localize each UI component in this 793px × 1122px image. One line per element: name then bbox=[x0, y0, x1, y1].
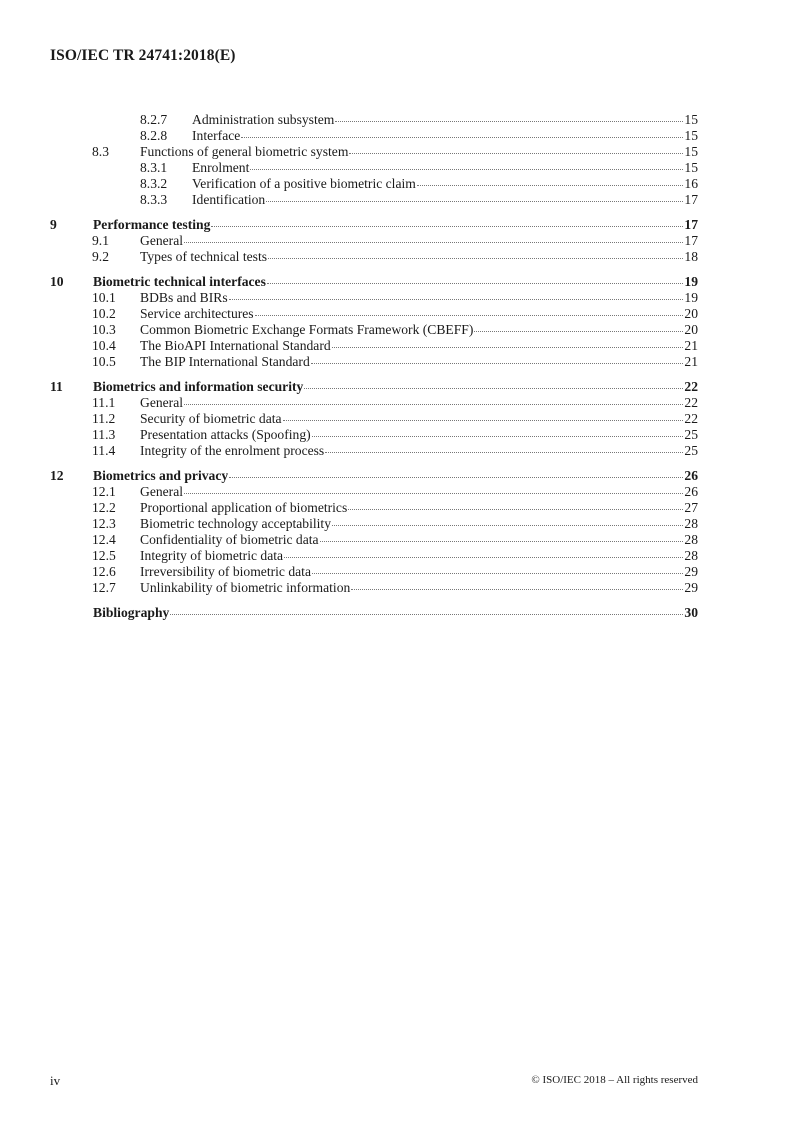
toc-entry-page: 19 bbox=[684, 274, 698, 289]
toc-entry-number: 12.2 bbox=[92, 500, 116, 515]
dot-leader bbox=[241, 137, 683, 138]
toc-entry-number: 8.3.2 bbox=[140, 176, 168, 191]
toc-entry-title: Types of technical tests bbox=[140, 249, 268, 264]
toc-entry-title: Bibliography bbox=[93, 605, 170, 620]
toc-entry[interactable] bbox=[50, 580, 698, 596]
toc-entry-page: 16 bbox=[684, 176, 698, 191]
toc-entry-title: Biometrics and privacy bbox=[93, 468, 229, 483]
toc-entry-title: Functions of general biometric system bbox=[140, 144, 349, 159]
dot-leader bbox=[170, 614, 683, 615]
toc-entry[interactable] bbox=[50, 160, 698, 176]
toc-entry-number: 8.3.1 bbox=[140, 160, 168, 175]
toc-entry-page: 19 bbox=[684, 290, 698, 305]
toc-entry-title: Biometric technology acceptability bbox=[140, 516, 332, 531]
toc-entry-title: General bbox=[140, 395, 184, 410]
toc-entry[interactable] bbox=[50, 411, 698, 427]
toc-entry-page: 26 bbox=[684, 468, 698, 483]
toc-entry-number: 9.1 bbox=[92, 233, 109, 248]
toc-entry-title: General bbox=[140, 484, 184, 499]
document-id-header: ISO/IEC TR 24741:2018(E) bbox=[50, 47, 236, 64]
toc-entry-number: 9.2 bbox=[92, 249, 109, 264]
toc-entry-page: 20 bbox=[684, 306, 698, 321]
toc-entry[interactable] bbox=[50, 338, 698, 354]
dot-leader bbox=[229, 477, 683, 478]
toc-entry-page: 29 bbox=[684, 580, 698, 595]
toc-entry[interactable] bbox=[50, 564, 698, 580]
dot-leader bbox=[229, 299, 684, 300]
toc-entry-number: 11.1 bbox=[92, 395, 116, 410]
dot-leader bbox=[250, 169, 683, 170]
toc-entry[interactable] bbox=[50, 290, 698, 306]
toc-entry-number: 11 bbox=[50, 379, 63, 394]
toc-entry[interactable] bbox=[50, 249, 698, 265]
toc-entry-title: Integrity of the enrolment process bbox=[140, 443, 325, 458]
dot-leader bbox=[474, 331, 683, 332]
toc-entry-page: 17 bbox=[684, 192, 698, 207]
toc-entry[interactable] bbox=[50, 532, 698, 548]
dot-leader bbox=[211, 226, 683, 227]
toc-entry-title: BDBs and BIRs bbox=[140, 290, 228, 305]
toc-entry-title: Confidentiality of biometric data bbox=[140, 532, 319, 547]
dot-leader bbox=[325, 452, 683, 453]
toc-entry-page: 30 bbox=[684, 605, 698, 620]
dot-leader bbox=[332, 525, 683, 526]
toc-entry-number: 12.1 bbox=[92, 484, 116, 499]
toc-entry-page: 25 bbox=[684, 443, 698, 458]
dot-leader bbox=[332, 347, 684, 348]
toc-entry-title: The BioAPI International Standard bbox=[140, 338, 331, 353]
toc-entry[interactable] bbox=[50, 500, 698, 516]
toc-entry-page: 17 bbox=[684, 233, 698, 248]
toc-entry-page: 26 bbox=[684, 484, 698, 499]
toc-entry[interactable] bbox=[50, 112, 698, 128]
toc-entry-page: 22 bbox=[684, 395, 698, 410]
toc-entry-page: 28 bbox=[684, 548, 698, 563]
toc-entry-page: 29 bbox=[684, 564, 698, 579]
toc-entry-number: 12.6 bbox=[92, 564, 116, 579]
toc-entry-number: 11.3 bbox=[92, 427, 116, 442]
toc-entry-number: 10.1 bbox=[92, 290, 116, 305]
dot-leader bbox=[349, 153, 683, 154]
dot-leader bbox=[312, 436, 684, 437]
copyright-notice: © ISO/IEC 2018 – All rights reserved bbox=[531, 1074, 698, 1086]
toc-entry-page: 17 bbox=[684, 217, 698, 232]
toc-entry-title: Interface bbox=[192, 128, 241, 143]
toc-entry[interactable] bbox=[50, 379, 698, 395]
toc-entry-title: General bbox=[140, 233, 184, 248]
toc-entry-number: 12.7 bbox=[92, 580, 116, 595]
toc-entry-number: 9 bbox=[50, 217, 57, 232]
toc-entry-title: Presentation attacks (Spoofing) bbox=[140, 427, 311, 442]
dot-leader bbox=[304, 388, 683, 389]
toc-entry-title: Unlinkability of biometric information bbox=[140, 580, 351, 595]
toc-entry-number: 12.4 bbox=[92, 532, 116, 547]
toc-entry-title: Performance testing bbox=[93, 217, 211, 232]
toc-entry-page: 18 bbox=[684, 249, 698, 264]
toc-entry-page: 28 bbox=[684, 516, 698, 531]
toc-entry-number: 10.4 bbox=[92, 338, 116, 353]
dot-leader bbox=[255, 315, 684, 316]
toc-entry-page: 27 bbox=[684, 500, 698, 515]
toc-entry-title: Biometrics and information security bbox=[93, 379, 304, 394]
toc-entry[interactable] bbox=[50, 484, 698, 500]
toc-entry-title: The BIP International Standard bbox=[140, 354, 310, 369]
toc-entry-number: 8.3 bbox=[92, 144, 109, 159]
dot-leader bbox=[351, 589, 683, 590]
toc-entry-page: 15 bbox=[684, 144, 698, 159]
toc-entry-number: 10.2 bbox=[92, 306, 116, 321]
dot-leader bbox=[348, 509, 683, 510]
toc-entry-page: 22 bbox=[684, 411, 698, 426]
toc-entry-number: 8.2.7 bbox=[140, 112, 168, 127]
toc-entry-number: 11.4 bbox=[92, 443, 116, 458]
toc-entry-page: 25 bbox=[684, 427, 698, 442]
toc-entry-number: 8.2.8 bbox=[140, 128, 168, 143]
table-of-contents bbox=[50, 112, 698, 621]
toc-entry[interactable] bbox=[50, 427, 698, 443]
toc-entry[interactable] bbox=[50, 605, 698, 621]
dot-leader bbox=[184, 404, 683, 405]
toc-entry-title: Proportional application of biometrics bbox=[140, 500, 348, 515]
dot-leader bbox=[266, 201, 683, 202]
toc-entry[interactable] bbox=[50, 128, 698, 144]
dot-leader bbox=[184, 242, 683, 243]
toc-entry[interactable] bbox=[50, 217, 698, 233]
toc-entry-page: 20 bbox=[684, 322, 698, 337]
toc-entry-page: 21 bbox=[684, 338, 698, 353]
dot-leader bbox=[320, 541, 684, 542]
dot-leader bbox=[268, 258, 683, 259]
toc-entry-page: 28 bbox=[684, 532, 698, 547]
toc-entry[interactable] bbox=[50, 468, 698, 484]
toc-entry-number: 11.2 bbox=[92, 411, 116, 426]
toc-entry-number: 10 bbox=[50, 274, 64, 289]
dot-leader bbox=[184, 493, 683, 494]
toc-entry[interactable] bbox=[50, 306, 698, 322]
toc-entry[interactable] bbox=[50, 443, 698, 459]
toc-entry-page: 15 bbox=[684, 160, 698, 175]
toc-entry-title: Service architectures bbox=[140, 306, 254, 321]
toc-entry[interactable] bbox=[50, 192, 698, 208]
toc-entry[interactable] bbox=[50, 354, 698, 370]
toc-entry[interactable] bbox=[50, 322, 698, 338]
dot-leader bbox=[335, 121, 683, 122]
toc-entry[interactable] bbox=[50, 144, 698, 160]
dot-leader bbox=[417, 185, 684, 186]
toc-entry[interactable] bbox=[50, 176, 698, 192]
toc-entry-title: Biometric technical interfaces bbox=[93, 274, 266, 289]
toc-entry[interactable] bbox=[50, 395, 698, 411]
toc-entry-title: Irreversibility of biometric data bbox=[140, 564, 311, 579]
toc-entry-page: 21 bbox=[684, 354, 698, 369]
toc-entry-page: 15 bbox=[684, 128, 698, 143]
toc-entry-title: Integrity of biometric data bbox=[140, 548, 284, 563]
toc-entry-number: 12.5 bbox=[92, 548, 116, 563]
toc-entry-title: Security of biometric data bbox=[140, 411, 282, 426]
toc-entry-number: 10.5 bbox=[92, 354, 116, 369]
toc-entry-title: Administration subsystem bbox=[192, 112, 335, 127]
dot-leader bbox=[283, 420, 684, 421]
toc-entry-number: 10.3 bbox=[92, 322, 116, 337]
toc-entry[interactable] bbox=[50, 516, 698, 532]
toc-entry-number: 8.3.3 bbox=[140, 192, 168, 207]
dot-leader bbox=[312, 573, 683, 574]
toc-entry[interactable] bbox=[50, 233, 698, 249]
toc-entry-title: Common Biometric Exchange Formats Framework (CBEFF) bbox=[140, 322, 474, 337]
toc-entry-number: 12.3 bbox=[92, 516, 116, 531]
toc-entry-page: 22 bbox=[684, 379, 698, 394]
toc-entry[interactable] bbox=[50, 274, 698, 290]
dot-leader bbox=[267, 283, 684, 284]
toc-entry-title: Verification of a positive biometric claim bbox=[192, 176, 416, 191]
toc-entry[interactable] bbox=[50, 548, 698, 564]
toc-entry-title: Enrolment bbox=[192, 160, 250, 175]
dot-leader bbox=[284, 557, 683, 558]
toc-entry-title: Identification bbox=[192, 192, 266, 207]
toc-entry-page: 15 bbox=[684, 112, 698, 127]
dot-leader bbox=[311, 363, 684, 364]
toc-entry-number: 12 bbox=[50, 468, 64, 483]
page-number: iv bbox=[50, 1073, 61, 1088]
